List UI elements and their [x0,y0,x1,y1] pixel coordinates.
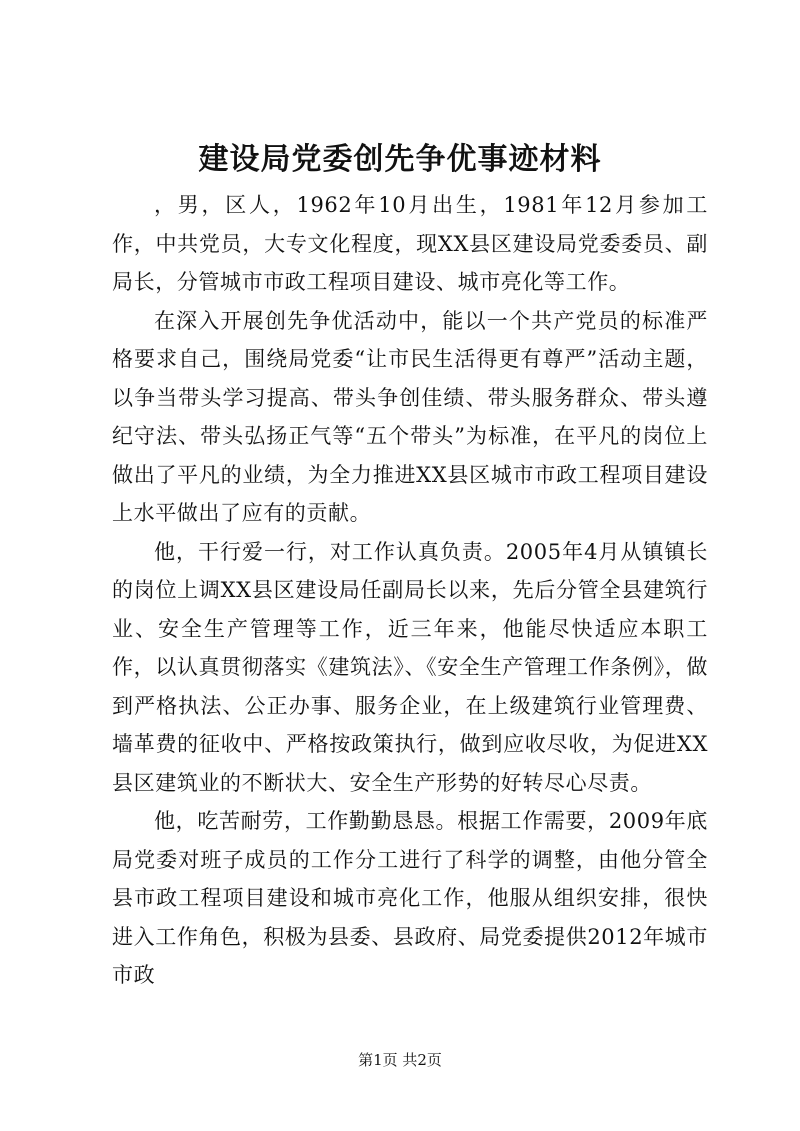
paragraph-2: 在深入开展创先争优活动中，能以一个共产党员的标准严格要求自己，围绕局党委“让市民生活得更有尊严”活动主题，以争当带头学习提高、带头争创佳绩、带头服务群众、带头遵纪守法、带头弘扬正气等“五个带头”为标准，在平凡的岗位上做出了平凡的业绩，为全力推进XX县区城市市政工程项目建设上水平做出了应有的贡献。 [112,308,708,525]
document-body [112,186,708,995]
document-title: 建设局党委创先争优事迹材料 [198,142,602,177]
paragraph-3: 他，干行爱一行，对工作认真负责。2005年4月从镇镇长的岗位上调XX县区建设局任副局长以来，先后分管全县建筑行业、安全生产管理等工作，近三年来，他能尽快适应本职工作，以认真贯彻落实《建筑法》、《安全生产管理工作条例》，做到严格执法、公正办事、服务企业，在上级建筑行业管理费、墙革费的征收中、严格按政策执行，做到应收尽收，为促进XX县区建筑业的不断状大、安全生产形势的好转尽心尽责。 [112,539,708,795]
paragraph-4: 他，吃苦耐劳，工作勤勤恳恳。根据工作需要，2009年底局党委对班子成员的工作分工进行了科学的调整，由他分管全县市政工程项目建设和城市亮化工作，他服从组织安排，很快进入工作角色，积极为县委、县政府、局党委提供2012年城市市政 [112,809,708,987]
paragraph-1: ，男，区人，1962年10月出生，1981年12月参加工作，中共党员，大专文化程度，现XX县区建设局党委委员、副局长，分管城市市政工程项目建设、城市亮化等工作。 [112,193,708,294]
page-footer: 第1页 共2页 [358,1051,442,1069]
